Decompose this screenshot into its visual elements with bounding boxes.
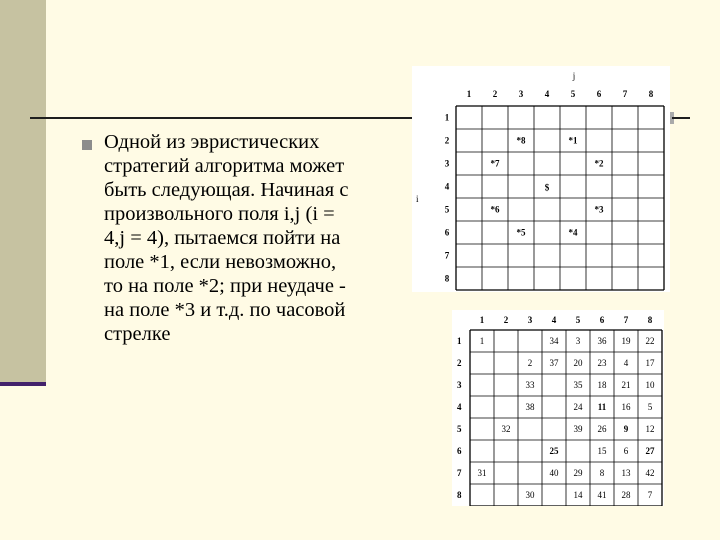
col-header: 4 [551,315,557,325]
cell-value: 35 [573,380,583,390]
row-axis-label: i [416,194,419,204]
col-header: 5 [570,89,576,99]
col-header: 2 [503,315,509,325]
cell-value: 37 [549,358,559,368]
row-header: 5 [444,204,450,215]
move-mark: *4 [568,227,578,238]
cell-value: 32 [501,424,511,434]
cell-value: 31 [477,468,487,478]
cell-value: 15 [597,446,607,456]
col-header: 6 [596,89,602,99]
cell-value: 25 [549,446,559,456]
col-header: 3 [518,89,524,99]
move-mark: *7 [490,158,500,169]
row-header: 6 [457,446,462,456]
cell-value: 27 [645,446,655,456]
col-header: 4 [544,89,550,99]
side-bar [0,0,46,386]
cell-value: 20 [573,358,583,368]
cell-value: 36 [597,336,607,346]
row-header: 4 [457,402,462,412]
row-header: 2 [457,358,462,368]
cell-value: 21 [621,380,631,390]
move-mark: *2 [594,158,604,169]
cell-value: 5 [647,402,653,412]
cell-value: 34 [549,336,559,346]
cell-value: 8 [599,468,605,478]
cell-value: 24 [573,402,583,412]
cell-value: 10 [645,380,655,390]
cell-value: 29 [573,468,583,478]
cell-value: 33 [525,380,535,390]
cell-value: 17 [645,358,655,368]
row-header: 3 [444,158,450,169]
move-mark: *1 [568,135,578,146]
cell-value: 14 [573,490,583,500]
cell-value: 18 [597,380,607,390]
cell-value: 22 [645,336,655,346]
col-header: 1 [466,89,472,99]
row-header: 5 [457,424,462,434]
cell-value: 41 [597,490,607,500]
col-header: 1 [479,315,485,325]
col-header: 7 [623,315,629,325]
grid1-panel [412,66,670,292]
col-header: 6 [599,315,605,325]
col-header: 7 [622,89,628,99]
move-mark: *3 [594,204,604,215]
cell-value: 3 [575,336,581,346]
grid2-panel [452,310,664,506]
cell-value: 13 [621,468,631,478]
cell-value: 28 [621,490,631,500]
move-mark: *6 [490,204,500,215]
row-header: 8 [457,490,462,500]
row-header: 2 [444,135,450,146]
row-header: 6 [444,227,450,238]
cell-value: 26 [597,424,607,434]
cell-value: 16 [621,402,631,412]
cell-value: 9 [623,424,629,434]
row-header: 1 [444,112,450,123]
col-header: 5 [575,315,581,325]
cell-value: 12 [645,424,655,434]
col-header: 2 [492,89,498,99]
cell-value: 30 [525,490,535,500]
cell-value: 2 [527,358,533,368]
knight-moves-grid [412,66,670,292]
row-header: 7 [444,250,450,261]
col-axis-label: j [572,71,576,81]
col-header: 8 [647,315,653,325]
cell-value: 19 [621,336,631,346]
cell-value: 11 [597,402,607,412]
title-rule [30,117,412,119]
cell-value: 1 [479,336,485,346]
row-header: 7 [457,468,462,478]
cell-value: 40 [549,468,559,478]
cell-value: 42 [645,468,655,478]
row-header: 8 [444,273,450,284]
title-rule-right [672,117,690,119]
knight-tour-grid [452,310,664,506]
cell-value: 23 [597,358,607,368]
col-header: 8 [648,89,654,99]
cell-value: 6 [623,446,629,456]
body-text: Одной из эвристических стратегий алгоритма может быть следующая. Начиная с произвольного поля i,j (i = 4,j = 4), пытаемся пойти на поле *1, если невозможно, то на поле *2; при неудаче - на поле *3 и т.д. по часовой стрелке [104,131,349,345]
row-header: 3 [457,380,462,390]
row-header: 4 [444,181,450,192]
col-header: 3 [527,315,533,325]
move-mark: *5 [516,227,526,238]
row-header: 1 [457,336,462,346]
side-bar-accent [0,382,46,386]
cell-value: 7 [647,490,653,500]
cell-value: 38 [525,402,535,412]
cell-value: 4 [623,358,629,368]
cell-value: 39 [573,424,583,434]
bullet-icon [82,140,92,150]
move-mark: *8 [516,135,526,146]
start-marker: $ [544,182,550,193]
